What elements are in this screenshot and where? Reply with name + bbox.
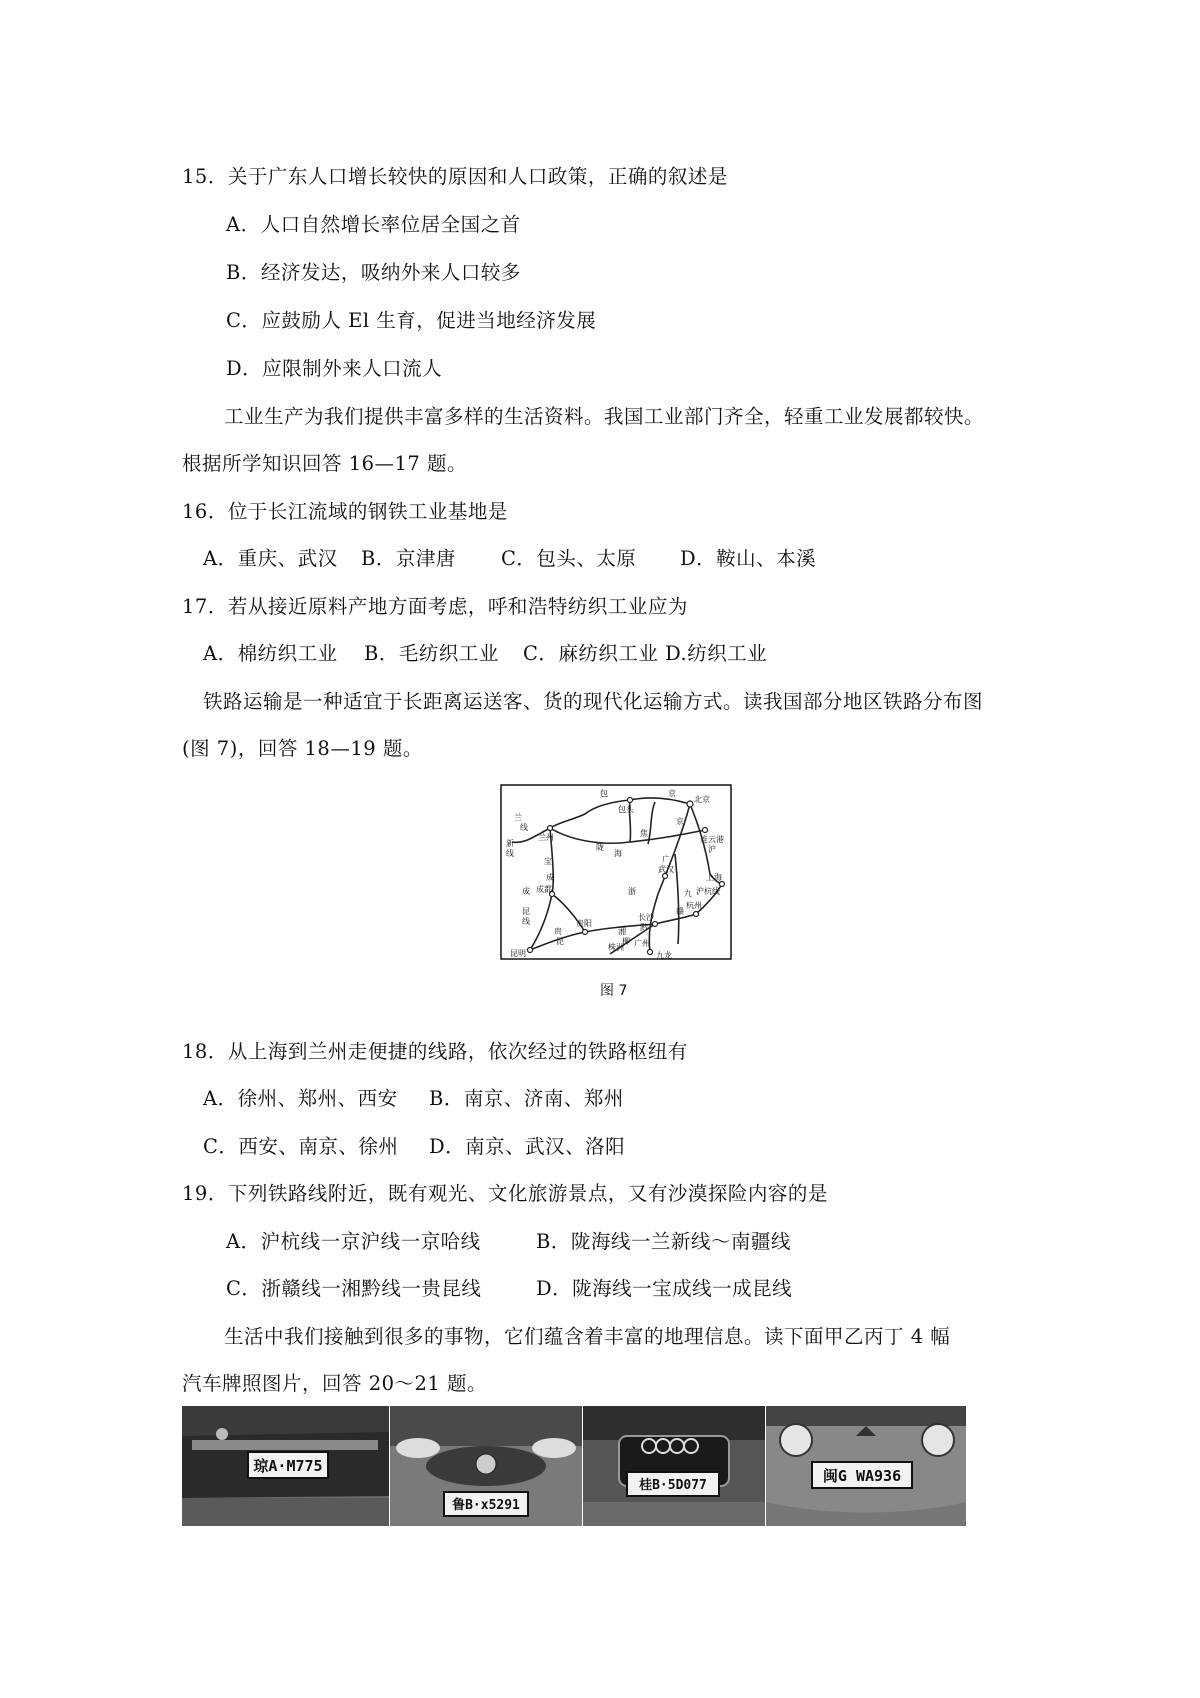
intro-16-17-line2: 根据所学知识回答 16—17 题。 (182, 452, 468, 475)
line-label: 九 (684, 889, 692, 898)
railway-map (500, 784, 732, 960)
q17-option-a: A．棉纺织工业 (203, 642, 338, 665)
plate-2-text: 鲁B·x5291 (452, 1498, 520, 1513)
q15-option-a: A．人口自然增长率位居全国之首 (226, 213, 521, 236)
city-guiyang: 贵阳 (576, 919, 592, 928)
line-label: 沪杭线 (696, 887, 720, 896)
line-label: 新 (506, 839, 514, 848)
city-guangzhou: 广州 (634, 939, 650, 948)
line-label: 沪 (708, 845, 716, 854)
q19-option-b: B．陇海线一兰新线～南疆线 (536, 1230, 791, 1253)
q16-option-a: A．重庆、武汉 (203, 547, 338, 570)
intro-18-19-line2: (图 7)，回答 18—19 题。 (182, 737, 423, 760)
intro-20-21-line2: 汽车牌照图片，回答 20～21 题。 (182, 1372, 488, 1395)
city-kunming: 昆明 (510, 949, 526, 958)
q17-stem: 17．若从接近原料产地方面考虑，呼和浩特纺织工业应为 (182, 595, 688, 618)
city-changsha: 长沙 (638, 913, 654, 922)
line-label: 宝 (544, 857, 552, 866)
plate-1-text: 琼A·M775 (253, 1457, 323, 1475)
q17-option-b: B．毛纺织工业 (364, 642, 499, 665)
plate-photo-2 (390, 1406, 582, 1526)
line-label: 昆 (556, 937, 564, 946)
line-label: 焦 (640, 829, 648, 838)
q18-option-b: B．南京、济南、郑州 (429, 1087, 624, 1110)
plate-3-text: 桂B·5D077 (639, 1478, 707, 1493)
intro-16-17-line1: 工业生产为我们提供丰富多样的生活资料。我国工业部门齐全，轻重工业发展都较快。 (224, 405, 985, 428)
q18-option-a: A．徐州、郑州、西安 (203, 1087, 398, 1110)
city-baotou: 包头 (618, 805, 634, 814)
line-label: 线 (520, 823, 528, 832)
line-label: 京 (676, 817, 684, 826)
plate-photo-4 (766, 1406, 966, 1526)
q15-stem: 15．关于广东人口增长较快的原因和人口政策，正确的叙述是 (182, 165, 728, 188)
line-label: 湘 (618, 927, 626, 936)
city-lianyungang: 连云港 (700, 835, 724, 844)
line-label: 京 (668, 789, 676, 798)
line-label: 黔 (640, 923, 648, 932)
q18-option-d: D．南京、武汉、洛阳 (429, 1135, 626, 1158)
line-label: 包 (600, 789, 608, 798)
q16-stem: 16．位于长江流域的钢铁工业基地是 (182, 500, 508, 523)
line-label: 线 (522, 917, 530, 926)
line-label: 赣 (676, 907, 684, 916)
q18-stem: 18．从上海到兰州走便捷的线路，依次经过的铁路枢纽有 (182, 1040, 688, 1063)
q19-option-a: A．沪杭线一京沪线一京哈线 (226, 1230, 481, 1253)
line-label: 海 (614, 849, 622, 858)
intro-20-21-line1: 生活中我们接触到很多的事物，它们蕴含着丰富的地理信息。读下面甲乙丙丁 4 幅 (224, 1325, 951, 1348)
line-label: 柳 (622, 937, 630, 946)
q15-option-b: B．经济发达，吸纳外来人口较多 (226, 261, 521, 284)
figure-caption: 图 7 (600, 983, 628, 999)
city-beijing: 北京 (694, 795, 710, 804)
city-hangzhou: 杭州 (686, 901, 702, 910)
q18-option-c: C．西安、南京、徐州 (203, 1135, 399, 1158)
q15-option-d: D．应限制外来人口流人 (226, 357, 443, 380)
plate-4-text: 闽G WA936 (822, 1467, 902, 1485)
q16-option-c: C．包头、太原 (501, 547, 637, 570)
line-label: 成 (522, 887, 530, 896)
license-plate-photos (182, 1406, 966, 1526)
line-label: 陇 (596, 843, 604, 852)
q19-option-c: C．浙赣线一湘黔线一贵昆线 (226, 1277, 482, 1300)
plate-photo-1 (182, 1406, 389, 1526)
line-label: 浙 (628, 887, 636, 896)
intro-18-19-line1: 铁路运输是一种适宜于长距离运送客、货的现代化运输方式。读我国部分地区铁路分布图 (203, 690, 984, 713)
q16-option-b: B．京津唐 (361, 547, 456, 570)
q15-option-c: C．应鼓励人 El 生育，促进当地经济发展 (226, 309, 597, 332)
line-label: 昆 (522, 907, 530, 916)
city-shanghai: 上海 (706, 873, 722, 882)
city-jiulong: 九龙 (656, 951, 672, 960)
line-label: 兰 (514, 813, 522, 822)
q17-option-c: C．麻纺织工业 D.纺织工业 (523, 642, 768, 665)
line-label: 成 (546, 873, 554, 882)
q16-option-d: D．鞍山、本溪 (680, 547, 817, 570)
city-zhuzhou: 株洲 (608, 943, 624, 952)
q19-option-d: D．陇海线一宝成线一成昆线 (536, 1277, 793, 1300)
city-wuhan: 武汉 (658, 865, 674, 874)
line-label: 贵 (554, 927, 562, 936)
plate-photo-3 (583, 1406, 765, 1526)
city-lanzhou: 兰州 (538, 833, 554, 842)
line-label: 广 (662, 855, 670, 864)
city-chengdu: 成都 (536, 885, 552, 894)
line-label: 线 (506, 849, 514, 858)
q19-stem: 19．下列铁路线附近，既有观光、文化旅游景点，又有沙漠探险内容的是 (182, 1182, 828, 1205)
